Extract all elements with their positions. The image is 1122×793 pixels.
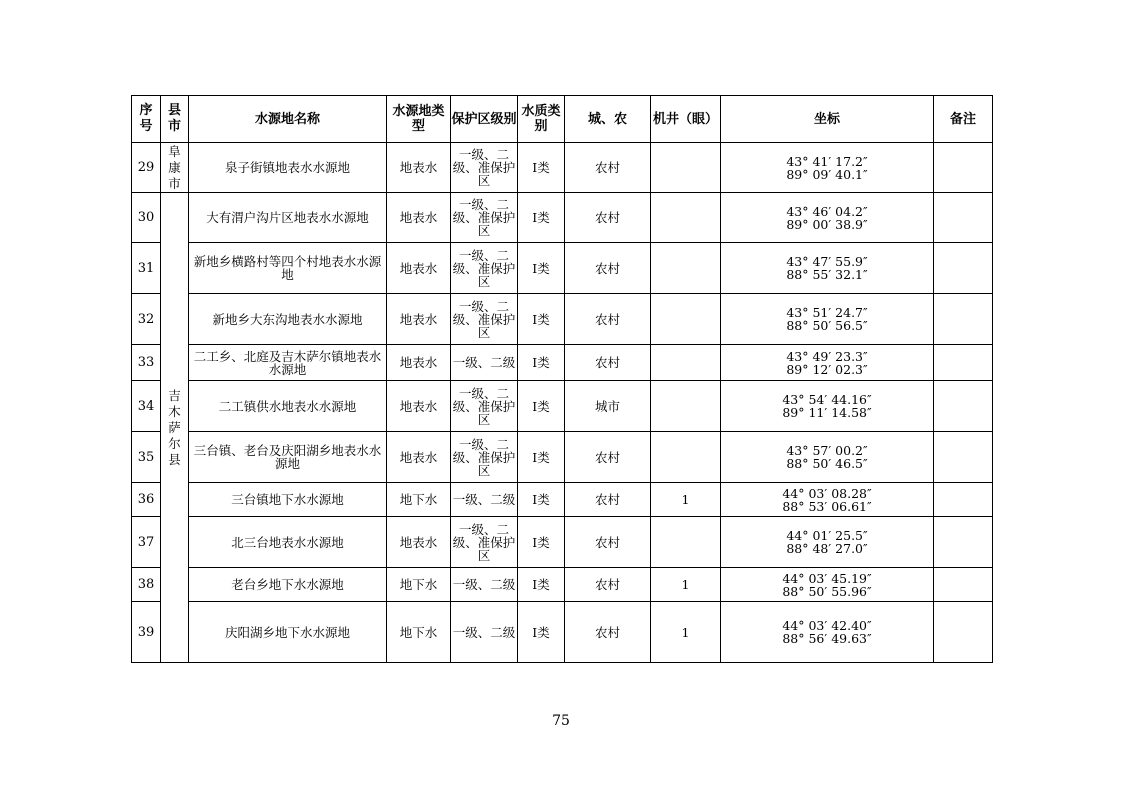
row-urban: 农村 xyxy=(565,602,651,663)
row-urban: 农村 xyxy=(565,193,651,243)
row-coord xyxy=(721,568,934,602)
row-level: 一级、二级 xyxy=(451,568,518,602)
row-wells: 1 xyxy=(651,483,721,517)
row-urban: 农村 xyxy=(565,294,651,345)
row-seq: 37 xyxy=(132,517,161,568)
row-remark xyxy=(934,345,993,381)
row-lat: 44° 03′ 08.28″ xyxy=(782,485,872,501)
row-quality: Ⅰ类 xyxy=(518,345,565,381)
header-wells: 机井（眼） xyxy=(651,96,721,143)
table-row xyxy=(132,517,993,568)
row-type: 地表水 xyxy=(387,143,451,193)
header-row xyxy=(132,96,993,143)
row-remark xyxy=(934,483,993,517)
row-lat: 43° 49′ 23.3″ xyxy=(786,348,868,364)
row-coord xyxy=(721,345,934,381)
row-level: 一级、二级、准保护区 xyxy=(451,193,518,243)
row-lat: 43° 47′ 55.9″ xyxy=(786,254,868,269)
row-coord xyxy=(721,193,934,243)
row-lon: 89° 09′ 40.1″ xyxy=(786,166,868,182)
row-wells xyxy=(651,381,721,432)
row-seq: 33 xyxy=(132,345,161,381)
row-remark xyxy=(934,517,993,568)
row-lon: 89° 12′ 02.3″ xyxy=(786,361,868,377)
row-lon: 88° 50′ 55.96″ xyxy=(782,583,872,599)
row-type: 地表水 xyxy=(387,517,451,568)
row-type: 地表水 xyxy=(387,381,451,432)
row-wells: 1 xyxy=(651,602,721,663)
row-remark xyxy=(934,432,993,483)
row-lat: 43° 41′ 17.2″ xyxy=(786,153,868,169)
county-jimusar: 吉木萨尔县 xyxy=(161,193,189,663)
row-quality: Ⅰ类 xyxy=(518,517,565,568)
row-seq: 30 xyxy=(132,193,161,243)
row-remark xyxy=(934,602,993,663)
row-lon: 88° 48′ 27.0″ xyxy=(786,541,868,556)
row-wells xyxy=(651,243,721,294)
water-source-table xyxy=(131,95,993,663)
row-type: 地下水 xyxy=(387,602,451,663)
row-quality: Ⅰ类 xyxy=(518,602,565,663)
row-quality: Ⅰ类 xyxy=(518,483,565,517)
row-name: 二工乡、北庭及吉木萨尔镇地表水水源地 xyxy=(189,345,387,381)
row-lon: 88° 53′ 06.61″ xyxy=(782,498,872,514)
row-urban: 农村 xyxy=(565,345,651,381)
table-row xyxy=(132,602,993,663)
row-quality: Ⅰ类 xyxy=(518,381,565,432)
row-wells: 1 xyxy=(651,568,721,602)
header-name: 水源地名称 xyxy=(189,96,387,143)
header-type: 水源地类型 xyxy=(387,96,451,143)
row-name: 北三台地表水水源地 xyxy=(189,517,387,568)
row-type: 地表水 xyxy=(387,193,451,243)
row-quality: Ⅰ类 xyxy=(518,568,565,602)
row-urban: 农村 xyxy=(565,483,651,517)
row-type: 地表水 xyxy=(387,294,451,345)
row-urban: 城市 xyxy=(565,381,651,432)
row-lat: 43° 54′ 44.16″ xyxy=(782,392,872,407)
row-quality: Ⅰ类 xyxy=(518,294,565,345)
row-lon: 88° 50′ 56.5″ xyxy=(786,318,868,333)
row-urban: 农村 xyxy=(565,568,651,602)
row-wells xyxy=(651,193,721,243)
row-level: 一级、二级 xyxy=(451,602,518,663)
row-type: 地表水 xyxy=(387,345,451,381)
table-row xyxy=(132,381,993,432)
row-lat: 44° 01′ 25.5″ xyxy=(786,528,868,543)
row-lon: 88° 56′ 49.63″ xyxy=(782,631,872,646)
row-level: 一级、二级、准保护区 xyxy=(451,381,518,432)
table-row xyxy=(132,483,993,517)
row-level: 一级、二级、准保护区 xyxy=(451,294,518,345)
row-remark xyxy=(934,193,993,243)
row-wells xyxy=(651,517,721,568)
row-coord xyxy=(721,517,934,568)
row-level: 一级、二级、准保护区 xyxy=(451,517,518,568)
row-type: 地表水 xyxy=(387,432,451,483)
table-row xyxy=(132,568,993,602)
row-name: 庆阳湖乡地下水水源地 xyxy=(189,602,387,663)
row-lat: 44° 03′ 45.19″ xyxy=(782,570,872,586)
row-coord xyxy=(721,143,934,193)
row-remark xyxy=(934,568,993,602)
row-remark xyxy=(934,381,993,432)
row-urban: 农村 xyxy=(565,432,651,483)
row-coord xyxy=(721,432,934,483)
row-lat: 43° 57′ 00.2″ xyxy=(786,443,868,458)
row-quality: Ⅰ类 xyxy=(518,193,565,243)
row-lon: 88° 50′ 46.5″ xyxy=(786,456,868,471)
row-urban: 农村 xyxy=(565,143,651,193)
header-seq: 序号 xyxy=(132,96,161,143)
county-fukang: 阜康市 xyxy=(161,143,189,193)
row-wells xyxy=(651,432,721,483)
row-name: 泉子街镇地表水水源地 xyxy=(189,143,387,193)
row-lon: 89° 00′ 38.9″ xyxy=(786,216,868,232)
row-wells xyxy=(651,294,721,345)
row-quality: Ⅰ类 xyxy=(518,432,565,483)
row-lat: 44° 03′ 42.40″ xyxy=(782,618,872,633)
row-level: 一级、二级、准保护区 xyxy=(451,243,518,294)
row-level: 一级、二级 xyxy=(451,345,518,381)
row-coord xyxy=(721,381,934,432)
row-remark xyxy=(934,143,993,193)
row-type: 地下水 xyxy=(387,483,451,517)
row-quality: Ⅰ类 xyxy=(518,243,565,294)
row-remark xyxy=(934,294,993,345)
page-number: 75 xyxy=(552,713,570,729)
row-name: 二工镇供水地表水水源地 xyxy=(189,381,387,432)
row-coord xyxy=(721,602,934,663)
row-coord xyxy=(721,483,934,517)
row-urban: 农村 xyxy=(565,243,651,294)
row-seq: 31 xyxy=(132,243,161,294)
table-row xyxy=(132,345,993,381)
row-wells xyxy=(651,143,721,193)
row-name: 三台镇地下水水源地 xyxy=(189,483,387,517)
row-name: 三台镇、老台及庆阳湖乡地表水水源地 xyxy=(189,432,387,483)
row-coord xyxy=(721,294,934,345)
row-wells xyxy=(651,345,721,381)
table-row xyxy=(132,432,993,483)
row-lon: 88° 55′ 32.1″ xyxy=(786,267,868,282)
table-row xyxy=(132,143,993,193)
row-seq: 36 xyxy=(132,483,161,517)
row-type: 地表水 xyxy=(387,243,451,294)
row-lat: 43° 46′ 04.2″ xyxy=(786,203,868,219)
row-seq: 34 xyxy=(132,381,161,432)
row-remark xyxy=(934,243,993,294)
row-quality: Ⅰ类 xyxy=(518,143,565,193)
row-name: 新地乡大东沟地表水水源地 xyxy=(189,294,387,345)
row-level: 一级、二级 xyxy=(451,483,518,517)
row-seq: 35 xyxy=(132,432,161,483)
row-seq: 29 xyxy=(132,143,161,193)
header-level: 保护区级别 xyxy=(451,96,518,143)
row-name: 老台乡地下水水源地 xyxy=(189,568,387,602)
table-row xyxy=(132,243,993,294)
row-coord xyxy=(721,243,934,294)
row-name: 大有渭户沟片区地表水水源地 xyxy=(189,193,387,243)
header-quality: 水质类别 xyxy=(518,96,565,143)
row-level: 一级、二级、准保护区 xyxy=(451,143,518,193)
table-row xyxy=(132,294,993,345)
header-urban: 城、农 xyxy=(565,96,651,143)
row-level: 一级、二级、准保护区 xyxy=(451,432,518,483)
row-seq: 39 xyxy=(132,602,161,663)
row-lon: 89° 11′ 14.58″ xyxy=(782,405,872,420)
row-seq: 32 xyxy=(132,294,161,345)
row-lat: 43° 51′ 24.7″ xyxy=(786,305,868,320)
header-remark: 备注 xyxy=(934,96,993,143)
row-type: 地下水 xyxy=(387,568,451,602)
table-row xyxy=(132,193,993,243)
header-county: 县市 xyxy=(161,96,189,143)
row-urban: 农村 xyxy=(565,517,651,568)
row-name: 新地乡横路村等四个村地表水水源地 xyxy=(189,243,387,294)
header-coord: 坐标 xyxy=(721,96,934,143)
row-seq: 38 xyxy=(132,568,161,602)
